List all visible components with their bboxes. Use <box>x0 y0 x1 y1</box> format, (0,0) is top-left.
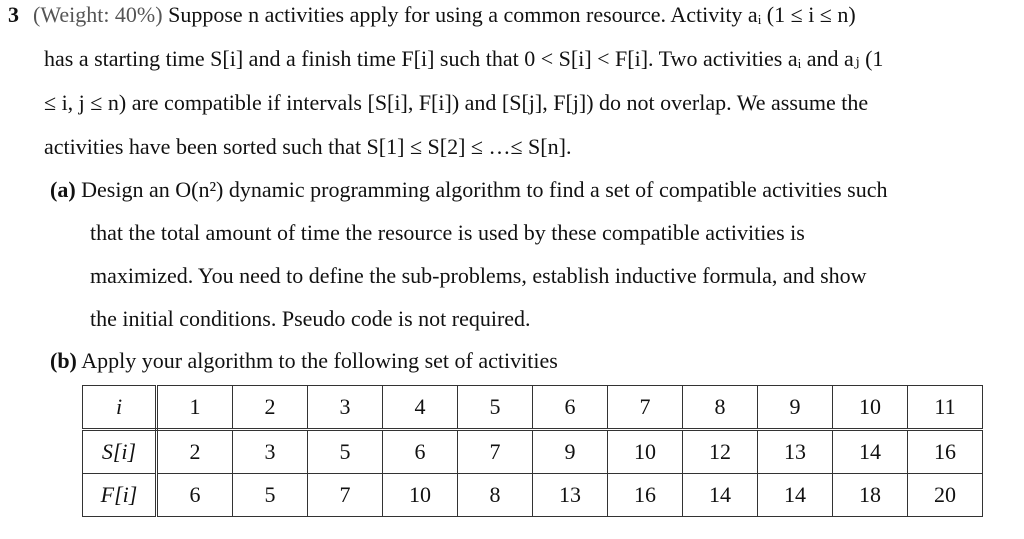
cell-i-1: 1 <box>157 386 233 430</box>
cell-s-1: 2 <box>157 430 233 474</box>
question-number: 3 <box>8 2 19 27</box>
cell-i-9: 9 <box>758 386 833 430</box>
cell-f-2: 5 <box>233 474 308 517</box>
part-a-text-1: Design an O(n²) dynamic programming algorithm to find a set of compatible activities such <box>81 177 888 202</box>
cell-i-2: 2 <box>233 386 308 430</box>
intro-text-1: Suppose n activities apply for using a common resource. Activity aᵢ (1 ≤ i ≤ n) <box>168 2 856 27</box>
cell-f-3: 7 <box>308 474 383 517</box>
part-a-line-4: the initial conditions. Pseudo code is not required. <box>90 306 531 331</box>
cell-i-11: 11 <box>908 386 983 430</box>
cell-i-5: 5 <box>458 386 533 430</box>
cell-f-7: 16 <box>608 474 683 517</box>
question-intro-line-4: activities have been sorted such that S[1] ≤ S[2] ≤ …≤ S[n]. <box>44 134 572 159</box>
cell-s-10: 14 <box>833 430 908 474</box>
part-a-label: (a) <box>50 177 76 202</box>
cell-i-7: 7 <box>608 386 683 430</box>
cell-i-3: 3 <box>308 386 383 430</box>
cell-f-5: 8 <box>458 474 533 517</box>
cell-s-6: 9 <box>533 430 608 474</box>
cell-s-5: 7 <box>458 430 533 474</box>
cell-f-4: 10 <box>383 474 458 517</box>
cell-s-3: 5 <box>308 430 383 474</box>
cell-s-9: 13 <box>758 430 833 474</box>
cell-f-8: 14 <box>683 474 758 517</box>
part-b-label: (b) <box>50 348 77 373</box>
index-row <box>83 386 983 430</box>
cell-s-4: 6 <box>383 430 458 474</box>
part-a-text-3: maximized. You need to define the sub-problems, establish inductive formula, and show <box>90 263 867 288</box>
cell-s-11: 16 <box>908 430 983 474</box>
cell-s-2: 3 <box>233 430 308 474</box>
row-label-start: S[i] <box>83 430 157 474</box>
cell-f-10: 18 <box>833 474 908 517</box>
part-b-line <box>50 348 558 374</box>
cell-i-10: 10 <box>833 386 908 430</box>
part-a-text-2: that the total amount of time the resource is used by these compatible activities is <box>90 220 805 245</box>
question-intro-line-2: has a starting time S[i] and a finish time F[i] such that 0 < S[i] < F[i]. Two activities aᵢ and aⱼ (1 <box>44 46 884 71</box>
finish-row <box>83 474 983 517</box>
row-label-i: i <box>83 386 157 430</box>
start-row <box>83 430 983 474</box>
cell-s-7: 10 <box>608 430 683 474</box>
activities-table <box>82 385 983 517</box>
cell-f-9: 14 <box>758 474 833 517</box>
part-b-text: Apply your algorithm to the following set of activities <box>81 348 558 373</box>
part-a-line-3 <box>90 263 1005 289</box>
part-a-line-2 <box>90 220 1005 246</box>
cell-f-6: 13 <box>533 474 608 517</box>
cell-s-8: 12 <box>683 430 758 474</box>
cell-f-1: 6 <box>157 474 233 517</box>
cell-f-11: 20 <box>908 474 983 517</box>
cell-i-8: 8 <box>683 386 758 430</box>
cell-i-6: 6 <box>533 386 608 430</box>
row-label-finish: F[i] <box>83 474 157 517</box>
part-a-line-1 <box>50 177 888 203</box>
cell-i-4: 4 <box>383 386 458 430</box>
question-weight: (Weight: 40%) <box>33 2 163 27</box>
question-intro-line-1 <box>8 2 856 28</box>
question-intro-line-3: ≤ i, j ≤ n) are compatible if intervals [S[i], F[i]) and [S[j], F[j]) do not overlap. We assume the <box>44 90 869 115</box>
